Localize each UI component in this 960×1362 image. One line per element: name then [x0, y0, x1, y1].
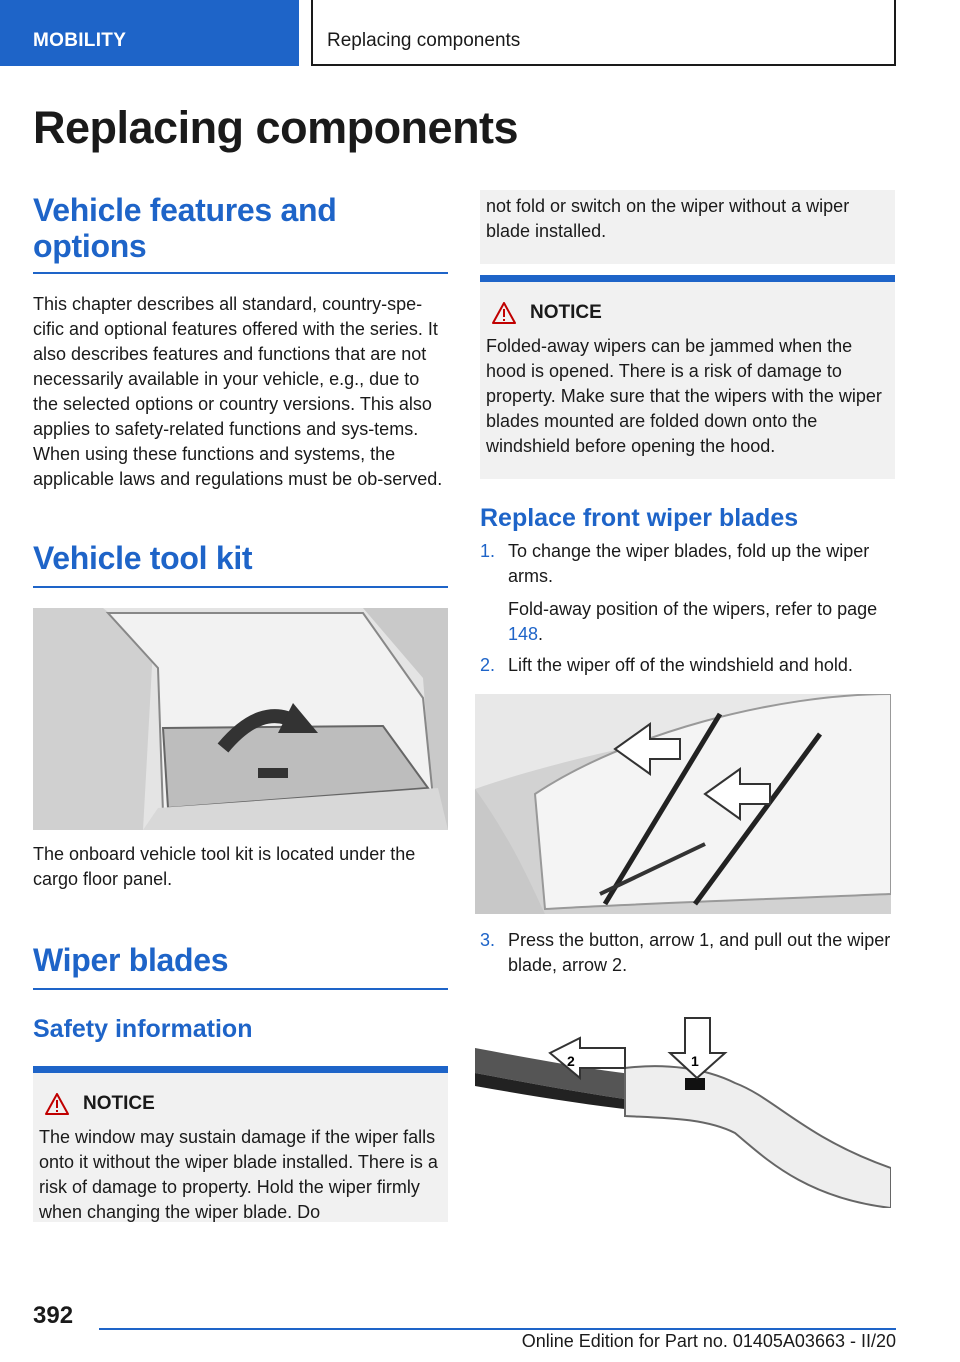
step-text: Lift the wiper off of the windshield and hold.	[508, 655, 853, 675]
step-number: 2.	[480, 655, 496, 675]
step-text: Press the button, arrow 1, and pull out the wiper blade, arrow 2.	[508, 930, 891, 975]
heading-rule	[33, 586, 448, 588]
header-section: MOBILITY	[0, 0, 299, 66]
left-column	[33, 190, 448, 1222]
features-paragraph: This chapter describes all standard, country-spe-cific and optional features offered with the series. It also describes features and functions that are not necessarily available in your vehicle, e.g., due to the selected options or country versions. This also applies to safety-related functions and sys-tems. When using these functions and systems, the applicable laws and regulations must be ob-served.	[33, 294, 443, 489]
steps-list	[480, 539, 895, 678]
list-item	[480, 539, 895, 647]
arrow-1-label: 1	[691, 1053, 699, 1069]
cargo-area-image	[33, 608, 448, 830]
heading-rule	[33, 988, 448, 990]
step-number: 3.	[480, 930, 496, 950]
heading-vehicle-tool-kit: Vehicle tool kit	[33, 540, 253, 576]
step-number: 1.	[480, 541, 496, 561]
notice-text-continued: not fold or switch on the wiper without a wiper blade installed.	[486, 196, 850, 241]
header-chapter: Replacing components	[311, 0, 896, 66]
warning-icon	[492, 302, 516, 324]
list-item	[480, 653, 895, 678]
notice-text: The window may sustain damage if the wiper falls onto it without the wiper blade installed. There is a risk of damage to property. Hold the wiper firmly when changing the wiper blade. Do	[39, 1127, 438, 1222]
page-number: 392	[33, 1302, 74, 1329]
warning-icon	[45, 1093, 69, 1115]
notice-text: Folded-away wipers can be jammed when the hood is opened. There is a risk of damage to property. Make sure that the wipers with the wiper blades mounted are folded down onto the windshield before opening the hood.	[486, 336, 882, 456]
heading-replace-front-wiper-blades: Replace front wiper blades	[480, 504, 799, 532]
heading-vehicle-features: Vehicle features and options	[33, 192, 337, 264]
heading-rule	[33, 272, 448, 274]
notice-box-2	[480, 275, 895, 479]
toolkit-paragraph: The onboard vehicle tool kit is located under the cargo floor panel.	[33, 844, 416, 889]
page-link[interactable]: 148	[508, 624, 539, 644]
steps-list	[480, 928, 895, 978]
page-title: Replacing components	[33, 102, 519, 153]
arrow-2-label: 2	[567, 1053, 575, 1069]
notice-box-1	[33, 1066, 448, 1222]
notice-label: NOTICE	[530, 302, 602, 323]
step-text: To change the wiper blades, fold up the wiper arms.	[508, 541, 870, 586]
footer-rule	[99, 1328, 896, 1330]
notice-label: NOTICE	[83, 1093, 155, 1114]
notice-box-1-continued	[480, 190, 895, 264]
list-item	[480, 928, 895, 978]
wiper-blade-release-image	[475, 1008, 891, 1208]
heading-safety-information: Safety information	[33, 1015, 253, 1043]
footer-edition: Online Edition for Part no. 01405A03663 - II/20	[521, 1331, 896, 1351]
right-column	[480, 190, 895, 1208]
wiper-lift-image	[475, 694, 891, 914]
heading-wiper-blades: Wiper blades	[33, 942, 229, 978]
step-subtext: Fold-away position of the wipers, refer to page 148.	[508, 599, 878, 644]
